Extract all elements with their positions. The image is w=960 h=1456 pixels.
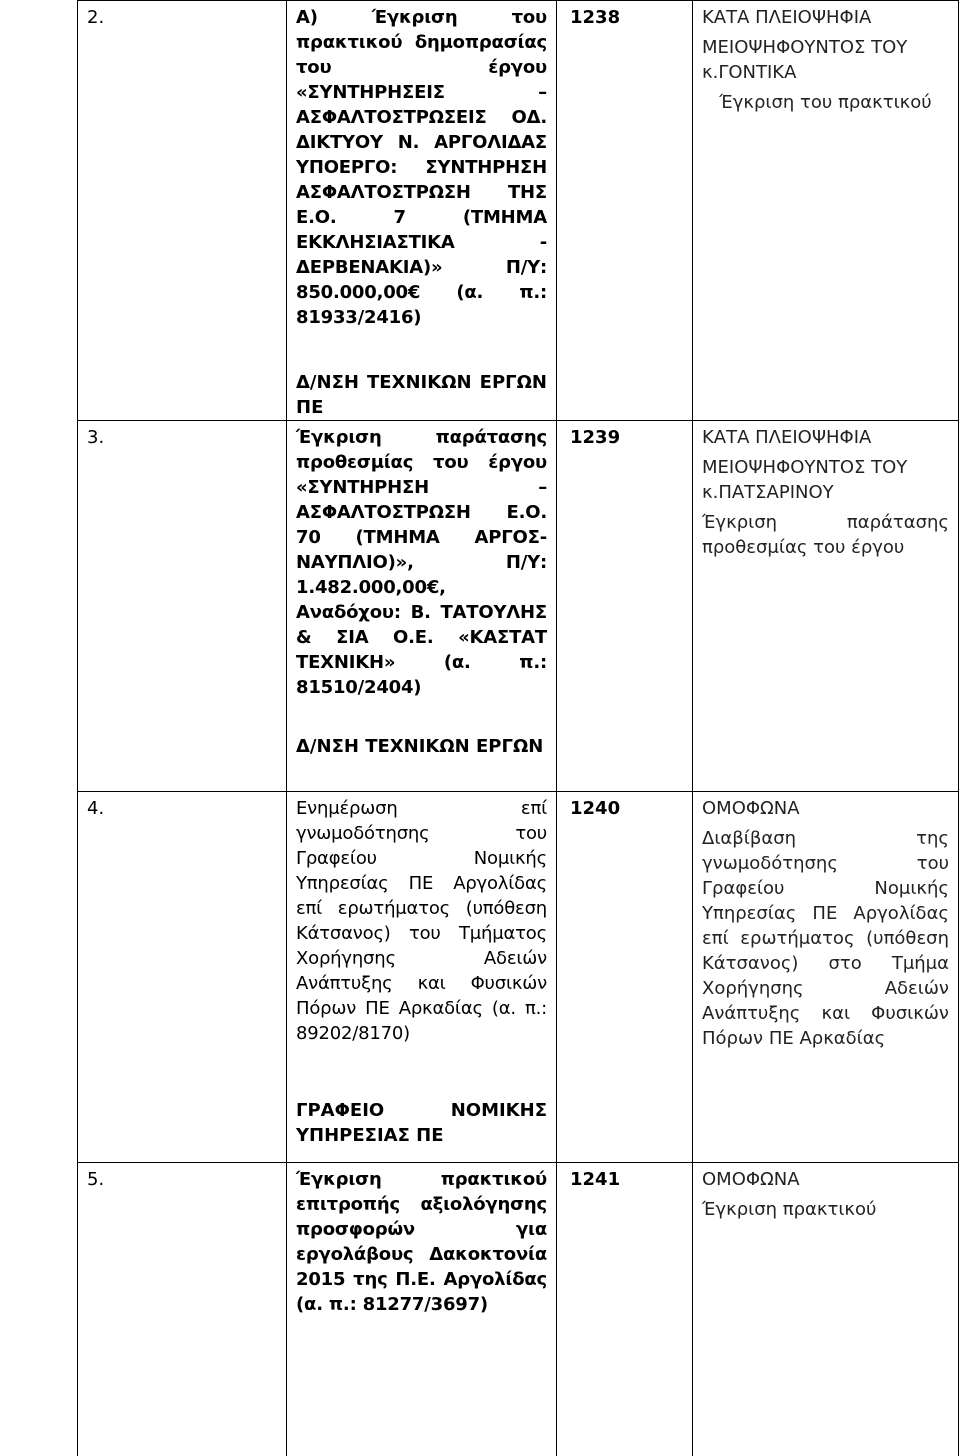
decision-number: 1239 (570, 427, 621, 448)
minutes-table (77, 0, 959, 1456)
decision-text: Έγκριση παράτασης προθεσμίας του έργου (702, 512, 949, 558)
department-heading: Δ/ΝΣΗ ΤΕΧΝΙΚΩΝ ΕΡΓΩΝ (296, 736, 544, 757)
decision-number: 1238 (570, 7, 621, 28)
item-subject: Έγκριση παράτασης προθεσμίας του έργου «ΣΥΝΤΗΡΗΣΗ – ΑΣΦΑΛΤΟΣΤΡΩΣΗ Ε.Ο. 70 (ΤΜΗΜΑ ΑΡΓΟΣ-ΝΑΥΠΛΙΟ)», Π/Υ: 1.482.000,00€, Αναδόχου: Β. ΤΑΤΟΥΛΗΣ & ΣΙΑ Ο.Ε. «ΚΑΣΤΑΤ ΤΕΧΝΙΚΗ» (α. π.: 81510/2404) (296, 427, 547, 698)
subject-cell (287, 792, 557, 1163)
item-number-cell (78, 792, 287, 1163)
subject-cell (287, 1163, 557, 1456)
item-number-cell (78, 421, 287, 792)
item-subject: Έγκριση πρακτικού επιτροπής αξιολόγησης προσφορών για εργολάβους Δακοκτονία 2015 της Π.Ε. Αργολίδας (α. π.: 81277/3697) (296, 1169, 547, 1315)
decision-text: Έγκριση πρακτικού (702, 1199, 877, 1220)
result-cell (693, 792, 959, 1163)
result-cell (693, 421, 959, 792)
decision-text: Έγκριση του πρακτικού (719, 92, 932, 113)
decision-number-cell (557, 792, 693, 1163)
vote-minority: ΜΕΙΟΨΗΦΟΥΝΤΟΣ ΤΟΥ κ.ΠΑΤΣΑΡΙΝΟΥ (702, 457, 908, 503)
department-heading: ΓΡΑΦΕΙΟ ΝΟΜΙΚΗΣ ΥΠΗΡΕΣΙΑΣ ΠΕ (296, 1100, 547, 1146)
decision-number: 1241 (570, 1169, 621, 1190)
department-heading: Δ/ΝΣΗ ΤΕΧΝΙΚΩΝ ΕΡΓΩΝ ΠΕ (296, 372, 547, 418)
vote-mode: ΚΑΤΑ ΠΛΕΙΟΨΗΦΙΑ (702, 427, 872, 448)
result-cell (693, 1, 959, 421)
decision-number: 1240 (570, 798, 621, 819)
decision-number-cell (557, 421, 693, 792)
item-number-cell (78, 1, 287, 421)
item-subject: Α) Έγκριση του πρακτικού δημοπρασίας του έργου «ΣΥΝΤΗΡΗΣΕΙΣ – ΑΣΦΑΛΤΟΣΤΡΩΣΕΙΣ ΟΔ. ΔΙΚΤΥΟΥ Ν. ΑΡΓΟΛΙΔΑΣ ΥΠΟΕΡΓΟ: ΣΥΝΤΗΡΗΣΗ ΑΣΦΑΛΤΟΣΤΡΩΣΗ ΤΗΣ Ε.Ο. 7 (ΤΜΗΜΑ ΕΚΚΛΗΣΙΑΣΤΙΚΑ - ΔΕΡΒΕΝΑΚΙΑ)» Π/Υ: 850.000,00€ (α. π.: 81933/2416) (296, 7, 547, 328)
item-number: 3. (87, 427, 105, 448)
subject-cell (287, 421, 557, 792)
vote-mode: ΟΜΟΦΩΝΑ (702, 798, 800, 819)
item-number: 5. (87, 1169, 105, 1190)
table-row (78, 1163, 959, 1456)
item-number-cell (78, 1163, 287, 1456)
item-number: 2. (87, 7, 105, 28)
vote-minority: ΜΕΙΟΨΗΦΟΥΝΤΟΣ ΤΟΥ κ.ΓΟΝΤΙΚΑ (702, 37, 908, 83)
item-number: 4. (87, 798, 105, 819)
vote-mode: ΚΑΤΑ ΠΛΕΙΟΨΗΦΙΑ (702, 7, 872, 28)
vote-mode: ΟΜΟΦΩΝΑ (702, 1169, 800, 1190)
subject-cell (287, 1, 557, 421)
table-row (78, 421, 959, 792)
table-row (78, 792, 959, 1163)
item-subject: Ενημέρωση επί γνωμοδότησης του Γραφείου Νομικής Υπηρεσίας ΠΕ Αργολίδας επί ερωτήματος (υπόθεση Κάτσανος) του Τμήματος Χορήγησης Αδειών Ανάπτυξης και Φυσικών Πόρων ΠΕ Αρκαδίας (α. π.: 89202/8170) (296, 798, 547, 1044)
table-row (78, 1, 959, 421)
decision-number-cell (557, 1, 693, 421)
decision-text: Διαβίβαση της γνωμοδότησης του Γραφείου Νομικής Υπηρεσίας ΠΕ Αργολίδας επί ερωτήματος (υπόθεση Κάτσανος) στο Τμήμα Χορήγησης Αδειών Ανάπτυξης και Φυσικών Πόρων ΠΕ Αρκαδίας (702, 828, 949, 1049)
decision-number-cell (557, 1163, 693, 1456)
result-cell (693, 1163, 959, 1456)
